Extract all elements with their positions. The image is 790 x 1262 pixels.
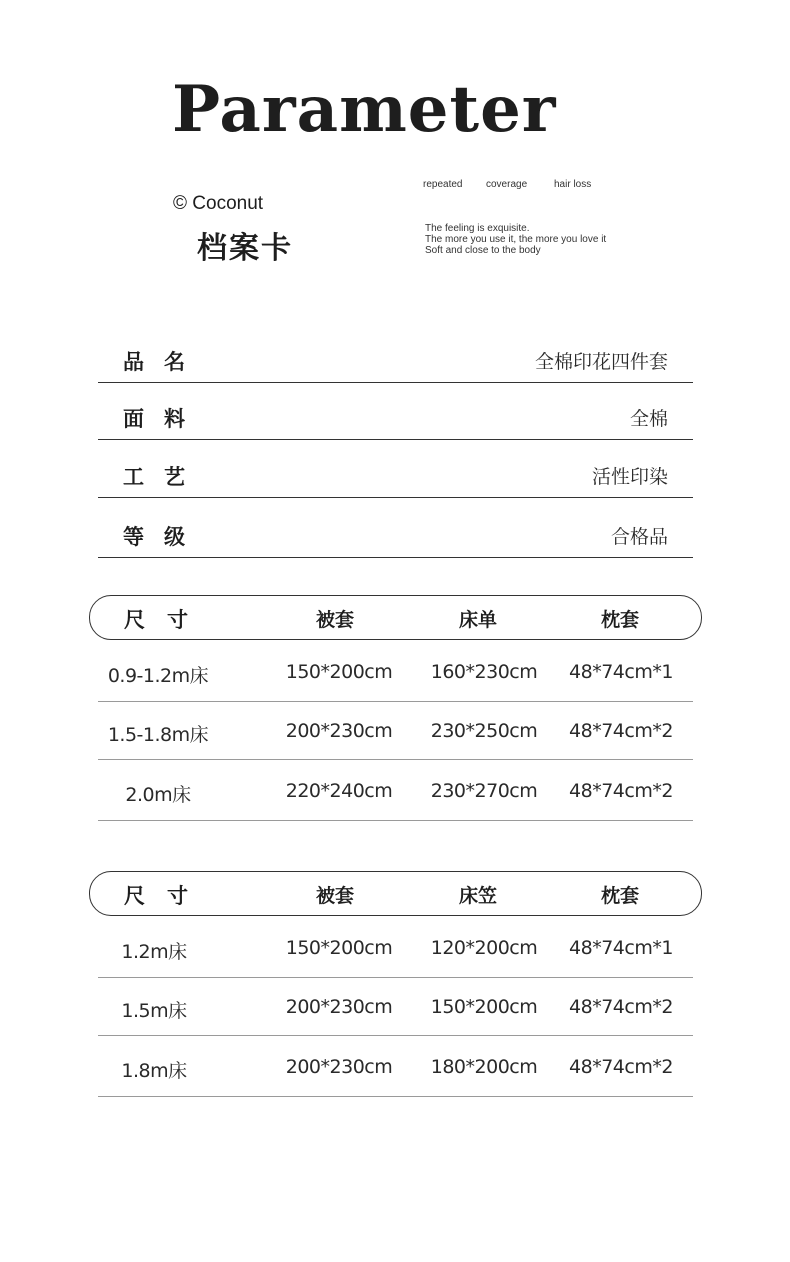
sheet-cell: 160*230cm (430, 661, 538, 683)
size-cell: 1.8m床 (121, 1060, 187, 1082)
page-title: Parameter (172, 72, 557, 147)
fitted-sheet-cell: 180*200cm (430, 1056, 538, 1078)
table-row (98, 1036, 693, 1097)
param-label: 等级 (123, 525, 205, 549)
brand-name: © Coconut (173, 193, 264, 214)
header-fitted-sheet: 床笠 (458, 885, 498, 907)
param-value: 全棉 (629, 408, 668, 430)
param-label: 面料 (123, 407, 205, 431)
header-size: 尺寸 (124, 608, 210, 632)
param-row-craft (98, 458, 693, 498)
table-row (98, 760, 693, 821)
param-label: 品名 (123, 350, 205, 374)
sheet-cell: 230*250cm (430, 720, 538, 742)
header-bed-sheet: 床单 (458, 609, 498, 631)
param-row-grade (98, 518, 693, 558)
pillow-cell: 48*74cm*2 (569, 996, 673, 1018)
slogan-line: The more you use it, the more you love it (425, 234, 607, 245)
header-duvet-cover: 被套 (315, 885, 355, 907)
table-row (98, 702, 693, 760)
pillow-cell: 48*74cm*2 (569, 1056, 673, 1078)
param-label: 工艺 (123, 465, 205, 489)
slogan-line: Soft and close to the body (425, 245, 541, 256)
duvet-cell: 220*240cm (285, 780, 393, 802)
slogan-line: The feeling is exquisite. (425, 223, 530, 234)
tag-repeated: repeated (423, 179, 463, 190)
header-size: 尺寸 (124, 884, 210, 908)
size-cell: 1.5-1.8m床 (107, 724, 209, 746)
tag-hair-loss: hair loss (554, 179, 592, 190)
duvet-cell: 200*230cm (285, 720, 393, 742)
tag-coverage: coverage (486, 179, 528, 190)
size-cell: 1.5m床 (121, 1000, 187, 1022)
table-row (98, 916, 693, 978)
table-row (98, 978, 693, 1036)
duvet-cell: 150*200cm (285, 661, 393, 683)
duvet-cell: 200*230cm (285, 1056, 393, 1078)
size-cell: 2.0m床 (125, 784, 191, 806)
duvet-cell: 150*200cm (285, 937, 393, 959)
card-title: 档案卡 (197, 231, 293, 266)
size-cell: 0.9-1.2m床 (107, 665, 209, 687)
pillow-cell: 48*74cm*1 (569, 937, 673, 959)
param-value: 活性印染 (591, 466, 668, 488)
header-duvet-cover: 被套 (315, 609, 355, 631)
header-pillowcase: 枕套 (600, 609, 640, 631)
size-table-2-header (89, 871, 702, 916)
param-value: 全棉印花四件套 (534, 351, 668, 373)
fitted-sheet-cell: 150*200cm (430, 996, 538, 1018)
sheet-cell: 230*270cm (430, 780, 538, 802)
pillow-cell: 48*74cm*2 (569, 720, 673, 742)
size-table-1-header (89, 595, 702, 640)
param-value: 合格品 (610, 526, 668, 548)
pillow-cell: 48*74cm*2 (569, 780, 673, 802)
param-row-fabric (98, 400, 693, 440)
slogan (425, 223, 606, 256)
param-row-name (98, 343, 693, 383)
pillow-cell: 48*74cm*1 (569, 661, 673, 683)
fitted-sheet-cell: 120*200cm (430, 937, 538, 959)
header-pillowcase: 枕套 (600, 885, 640, 907)
duvet-cell: 200*230cm (285, 996, 393, 1018)
table-row (98, 640, 693, 702)
size-cell: 1.2m床 (121, 941, 187, 963)
